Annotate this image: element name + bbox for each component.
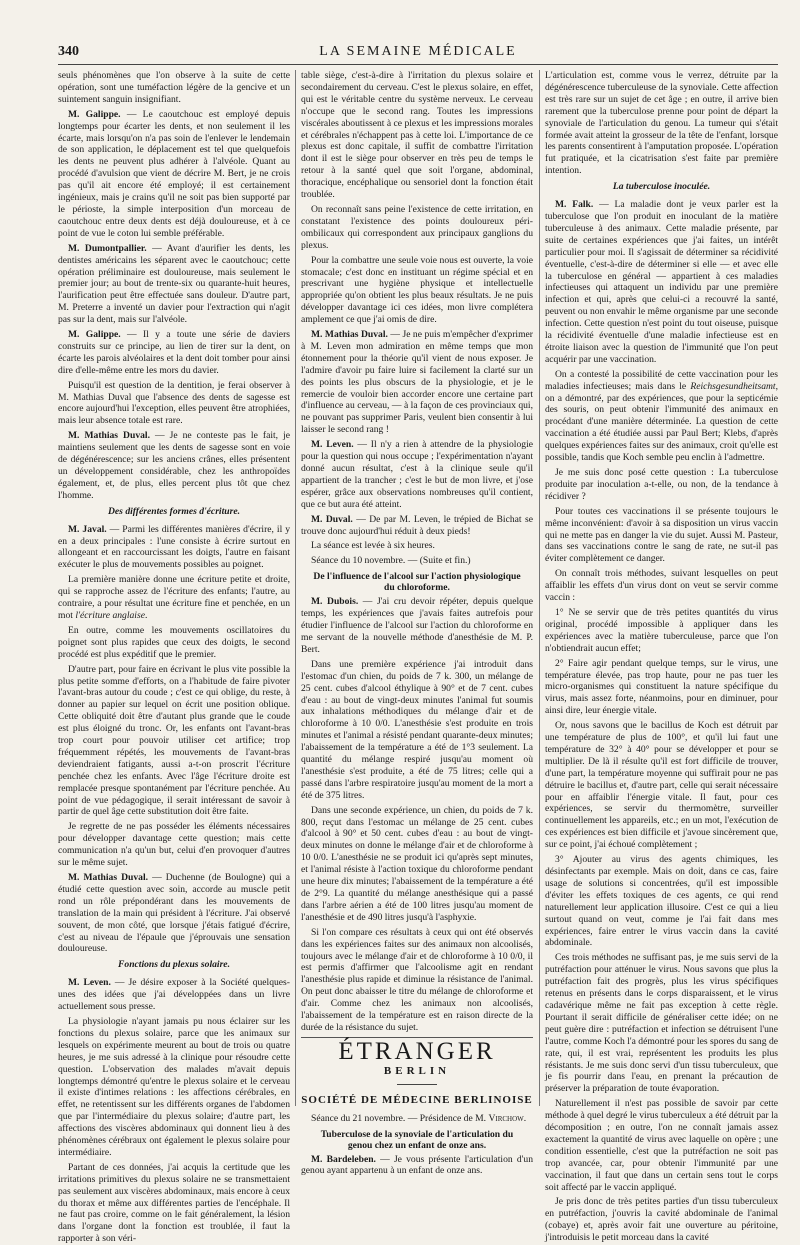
etranger-heading: ÉTRANGER	[301, 1037, 533, 1058]
speaker: M. Bardeleben.	[311, 1153, 376, 1165]
paragraph: Dans une seconde expérience, un chien, du poids de 7 k. 800, reçut dans l'estomac un mélange de 25 cent. cubes d'alcool à 90° et 50 cent. cubes d'eau : au bout de vingt-deux minutes on donne le mélange d'air et de chloroforme à 10 0/0. L'anesthésie ne se produit ici qu'après sept minutes, et l'animal résiste à l'action toxique du chloroforme pendant une heure dix minutes; l'abaissement de la température a été de 2°9. La quantité du mélange anesthésique qui a passé dans l'arbre aérien a été de 100 litres jusqu'au moment de l'anesthésie et de 490 litres jusqu'à l'asphyxie.	[301, 804, 533, 923]
society-heading: SOCIÉTÉ DE MÉDECINE BERLINOISE	[301, 1093, 533, 1106]
paragraph: M. Leven. — Je désire exposer à la Société quelques-unes des idées que j'ai développées dans un livre actuellement sous presse.	[58, 977, 290, 1013]
paragraph: Je regrette de ne pas posséder les éléments nécessaires pour développer davantage cette question; mais cette communication n'a qu'un but, celui d'en provoquer d'autres sur le même sujet.	[58, 821, 290, 869]
paragraph: La première manière donne une écriture petite et droite, qui se rapproche assez de l'écriture des enfants; l'autre, au contraire, a pour résultat une écriture fine et penchée, en un mot l'écriture anglaise.	[58, 574, 290, 621]
emphasis: l'écriture anglaise	[75, 609, 145, 621]
paragraph: 2° Faire agir pendant quelque temps, sur le virus, une température élevée, pas trop haute, pour ne pas tuer les micro-organismes qui constituent la nature spécifique du virus, mais assez forte, néanmoins, pour en diminuer, pour ainsi dire, leur énergie vitale.	[545, 657, 778, 717]
speaker: M. Falk.	[555, 199, 594, 211]
paragraph: M. Leven. — Il n'y a rien à attendre de la physiologie pour la question qui nous occupe ; l'expérimentation n'ayant donné aucun résultat, c'est à la clinique seule qu'il appartient de la trancher ; c'est le but de mon livre, et j'ose espérer, grâce aux observations nombreuses qu'il contient, que ce but aura été atteint.	[301, 439, 533, 510]
president-name: Virchow	[488, 1112, 524, 1124]
page-number: 340	[58, 44, 79, 59]
speaker: M. Mathias Duval.	[68, 430, 150, 442]
paragraph: 3° Ajouter au virus des agents chimiques, les désinfectants par exemple. Mais on doit, dans ce cas, faire usage de solutions si concentrées, qu'il est impossible d'éviter les effets toxiques de ces agents, ce qui rend naturellement leur application illusoire. C'est ce qui a lieu surtout quand on veut, comme je l'ai fait dans mes expériences, faire entrer le virus vaccin dans la cavité abdominale.	[545, 854, 778, 949]
column-left	[58, 70, 291, 1245]
paragraph: Je pris donc de très petites parties d'un tissu tuberculeux en putréfaction, j'ouvris la cavité abdominale de l'animal (cobaye) et, après avoir fait une ouverture au péritoine, j'introduisis le petit morceau dans la cavité	[545, 1196, 778, 1244]
paragraph: D'autre part, pour faire en écrivant le plus vite possible la plus petite somme d'efforts, on a l'habitude de faire pivoter l'avant-bras autour du coude ; c'est ce qui oblige, du reste, à donner au papier sur lequel on écrit une position oblique. Cette obliquité doit être d'autant plus grande que le coude est plus éloigné du tronc. Or, les enfants ont l'avant-bras trop court pour pouvoir utiliser cet artifice; trop fréquemment répétés, les mouvements de l'avant-bras deviendraient fatigants, aussi a-t-on proscrit l'écriture penchée chez les enfants. Avec l'âge l'écriture droite est remplacée presque spontanément par l'écriture penchée. Au point de vue pédagogique, il serait intéressant de savoir à partir de quel âge cette substitution doit être faite.	[58, 663, 290, 818]
paragraph: M. Mathias Duval. — Je ne conteste pas le fait, je maintiens seulement que les dents de sagesse sont en voie de dégénérescence; sur les anciens crânes, elles présentent un développement considérable, chez les anthropoïdes également, et, de plus, elles percent plus tôt que chez l'homme.	[58, 430, 290, 501]
paragraph: Puisqu'il est question de la dentition, je ferai observer à M. Mathias Duval que l'absence des dents de sagesse est encore aujourd'hui l'exception, elles peuvent être atrophiées, mais leur absence totale est rare.	[58, 379, 290, 427]
paragraph: M. Dubois. — J'ai cru devoir répéter, depuis quelque temps, les expériences que j'avais faites autrefois pour étudier l'influence de l'alcool sur l'action du chloroforme en me servant de la nouvelle méthode d'anesthésie de M. P. Bert.	[301, 596, 534, 655]
paragraph: table siège, c'est-à-dire à l'irritation du plexus solaire et secondairement du cerveau. C'est le plexus solaire, en effet, qui est le véritable centre du système nerveux. Le cerveau n'occupe que le second rang. Toutes les impressions viscérales aboutissent à ce plexus et les impressions morales et cérébrales n'échappent pas à cette loi. L'importance de ce plexus est donc capitale, il suffit de combattre l'irritation dont il est le siège pour observer en très peu de temps le retour à la santé quel que soit l'organe, abdominal, thoracique, encéphalique ou sensoriel dont la fonction était troublée.	[301, 70, 533, 201]
city-heading: BERLIN	[383, 1064, 451, 1077]
speaker: M. Mathias Duval.	[68, 872, 149, 883]
journal-title: LA SEMAINE MÉDICALE	[319, 44, 517, 59]
running-header	[58, 42, 778, 65]
paragraph: M. Mathias Duval. — Je ne puis m'empêcher d'exprimer à M. Leven mon admiration en même temps que mon étonnement pour la théorie qu'il vient de nous exposer. Je l'admire d'avoir pu faire luire si facilement la clarté sur un des points les plus obscurs de la physiologie, et je le remercie de vouloir bien accorder encore une certaine part d'influence au cerveau, — à la façon de ces provinciaux qui, ne pouvant pas supprimer Paris, veulent bien consentir à lui laisser le second rang !	[301, 329, 534, 436]
section-title: De l'influence de l'alcool sur l'action physiologique du chloroforme.	[313, 571, 521, 594]
column-right	[545, 70, 778, 1244]
speaker: M. Galippe.	[68, 329, 121, 341]
paragraph: La séance est levée à six heures.	[311, 540, 435, 552]
paragraph: M. Javal. — Parmi les différentes manières d'écrire, il y en a deux principales : l'une consiste à écrire surtout en allongeant et en raccourcissant les doigts, l'autre en faisant exécuter le plus de mouvements possibles au poignet.	[58, 523, 291, 571]
paragraph: Je me suis donc posé cette question : La tuberculose produite par inoculation a-t-elle, ou non, de la tendance à récidiver ?	[545, 467, 778, 502]
paragraph: Or, nous savons que le bacillus de Koch est détruit par une température de plus de 100°, et qu'il lui faut une température de 32° à 40° pour se développer et pour se multiplier. De là il résulte qu'il est fort difficile de trouver, d'une part, la température moyenne qui suffirait pour ne pas détruire le bacillus et, d'autre part, celle qui serait nécessaire pour en affaiblir l'énergie vitale. Il faut, pour ces expériences, se servir du thermomètre, surveiller continuellement les appareils, etc.; en un mot, l'exécution de ces expériences est bien difficile et j'avoue sincèrement que, sur ce point, j'ai échoué complètement ;	[545, 720, 778, 851]
paragraph: Naturellement il n'est pas possible de savoir par cette méthode à quel degré le virus tuberculeux a été détruit par la décomposition ; en outre, l'on ne connaît jamais assez exactement la quantité de virus avec laquelle on opère ; une condition essentielle, c'est que la putréfaction ne soit pas trop avancée, car, pour obtenir l'immunité par une vaccination, il faut que dans un certain sens tout le corps soit affecté par le vaccin appliqué.	[545, 1098, 778, 1193]
paragraph: Pour la combattre une seule voie nous est ouverte, la voie stomacale; c'est donc en instituant un régime spécial et en prescrivant une hygiène physique et intellectuelle appropriée qu'on obtient les plus beaux résultats. Je ne puis développer davantage ici ces idées, mon livre complétera amplement ce que j'ai omis de dire.	[301, 254, 533, 326]
speaker: M. Dumontpallier.	[68, 242, 147, 254]
speaker: M. Dubois.	[311, 596, 359, 608]
speaker: M. Javal.	[68, 523, 107, 535]
paragraph: Dans une première expérience j'ai introduit dans l'estomac d'un chien, du poids de 7 k. 300, un mélange de 25 cent. cubes d'alcool éthylique à 90° et de 7 cent. cubes d'eau : au bout de vingt-deux minutes l'animal fut soumis aux inhalations méthodiques du mélange d'air et de chloroforme à 10 0/0. L'anesthésie s'est produite en trois minutes et l'animal a résisté pendant quarante-deux minutes; l'abaissement de la température a été de 1°3 seulement. La quantité du mélange respiré jusqu'au moment où l'anesthésie s'est produite, a été de 75 litres; celle qui a passé dans l'arbre respiratoire jusqu'au moment de la mort a été de 375 litres.	[301, 658, 533, 801]
paragraph: M. Dumontpallier. — Avant d'aurifier les dents, les dentistes américains les séparent avec le caoutchouc; cette opération préliminaire est douloureuse, mais seulement le premier jour; au bout de trente-six ou quarante-huit heures, l'aurification peut être effectuée sans douleur. D'autre part, M. Preterre a inventé un davier pour l'extraction qui n'agit pas sur la dent, mais sur l'alvéole.	[58, 242, 290, 326]
section-title: Fonctions du plexus solaire.	[118, 959, 230, 971]
paragraph: seuls phénomènes que l'on observe à la suite de cette opération, sont une tuméfaction légère de la gencive et un suintement sanguin insignifiant.	[58, 70, 290, 105]
speaker: M. Leven.	[311, 439, 354, 451]
column-divider	[539, 70, 540, 1106]
session-note: Séance du 10 novembre. — (Suite et fin.)	[311, 555, 471, 567]
paragraph: Ces trois méthodes ne suffisant pas, je me suis servi de la putréfaction pour atténuer le virus. Nous savons que plus la putréfaction fait des progrès, plus les virus spécifiques retenus en présents dans le corps disparaissent, et le virus cadavérique même ne fait pas exception à cette règle. Pourtant il serait difficile de généraliser cette idée; on ne peut guère dire : putréfaction et infection se détruisent l'une l'autre, comme Koch l'a démontré pour les spores du sang de rate, qui, il est vrai, représentent les produits les plus résistants. Je me suis donc servi d'un tissu tuberculeux, que je fis pourrir dans l'eau, en prenant la précaution de préserver la préparation de toute évaporation.	[545, 952, 778, 1095]
paragraph: 1° Ne se servir que de très petites quantités du virus original, procédé impossible à appliquer dans les expériences avec la matière tuberculeuse, parce que l'on n'obtiendrait aucun effet;	[545, 606, 778, 654]
emphasis: Reichsgesundheitsamt	[690, 380, 776, 392]
paragraph: M. Mathias Duval. — Duchenne (de Boulogne) qui a étudié cette question avec soin, accorde au muscle petit rond un rôle prépondérant dans les mouvements de translation de la main qui président à l'écriture. J'ai observé souvent, de mon côté, que lorsque j'étais fatigué d'écrire, c'est au niveau de l'épaule que j'éprouvais une sensation douloureuse.	[58, 872, 291, 955]
section-title: Des différentes formes d'écriture.	[108, 505, 240, 517]
paragraph: On connaît trois méthodes, suivant lesquelles on peut affaiblir les effets d'un virus dont on veut se servir comme vaccin :	[545, 568, 778, 604]
paragraph: M. Falk. — La maladie dont je veux parler est la tuberculose que l'on produit en inoculant de la matière tuberculeuse à des animaux. Cette maladie présente, par suite de certaines expériences que j'ai faites, un intérêt particulier pour moi. Il s'agissait de déterminer sa récidivité éventuelle, c'est-à-dire de déterminer si elle — et avec elle la tuberculose en général — appartient à ces maladies infectieuses qui attaquent un individu par une première infection et qui, après que celui-ci a recouvré la santé, peuvent ou non envahir le même organisme par une seconde infection. Cette question n'est point du tout oiseuse, puisque la récidivité éventuelle d'une maladie infectieuse est en étroite liaison avec la question de l'immunité que l'on peut acquérir par une vaccination.	[545, 199, 778, 365]
session-note: Séance du 21 novembre. — Présidence de M. Virchow.	[311, 1112, 527, 1124]
column-divider	[295, 70, 296, 1106]
paragraph: Si l'on compare ces résultats à ceux qui ont été observés dans les expériences faites sur des animaux non alcoolisés, toujours avec le mélange d'air et de chloroforme à 10 0/0, il est permis d'affirmer que l'alcoolisme agit en rendant l'anesthésie plus rapide et diminue la résistance de l'animal. On peut donc abaisser le titre du mélange de chloroforme et d'air. Comme chez les animaux non alcoolisés, l'abaissement de la température est en raison directe de la durée de la résistance du sujet.	[301, 926, 533, 1033]
section-title: Tuberculose de la synoviale de l'articulation du genou chez un enfant de onze ans.	[320, 1128, 514, 1151]
speaker: M. Mathias Duval.	[311, 329, 388, 341]
paragraph: Pour toutes ces vaccinations il se présente toujours le même inconvénient: d'avoir à sa disposition un virus vaccin qui ne mette pas en danger la vie du sujet. Aussi M. Pasteur, dans ses vaccinations contre le sang de rate, ne sut-il pas éviter complètement ce danger.	[545, 505, 778, 565]
paragraph: Partant de ces données, j'ai acquis la certitude que les irritations primitives du plexus solaire ne se transmettaient pas seulement aux viscères abdominaux, mais encore à ceux du thorax et même aux différentes parties de l'encéphale. Il ne faut pas croire, comme on le fait généralement, la lésion dans l'organe dont la fonction est troublée, il faut la rapporter à son véri-	[58, 1161, 290, 1245]
divider	[397, 1084, 437, 1085]
paragraph: On reconnaît sans peine l'existence de cette irritation, en constatant l'existence des points douloureux péri-ombilicaux qui correspondent aux principaux ganglions du plexus.	[301, 203, 533, 251]
paragraph: On a contesté la possibilité de cette vaccination pour les maladies infectieuses; mais dans le Reichsgesundheitsamt, on a démontré, par des expériences, que pour la septicémie des souris, on peut obtenir l'immunité des animaux en procédant d'une manière déterminée. La question de cette vaccination a été étudiée aussi par Paul Bert; Klebs, d'après quelques expériences faites sur des animaux, croit qu'elle est possible, tandis que Koch semble peu enclin à l'admettre.	[545, 368, 778, 464]
speaker: M. Leven.	[68, 977, 111, 989]
column-middle	[301, 70, 534, 1177]
paragraph: M. Bardeleben. — Je vous présente l'articulation d'un genou ayant appartenu à un enfant de onze ans.	[301, 1153, 533, 1177]
paragraph: L'articulation est, comme vous le verrez, détruite par la dégénérescence tuberculeuse de la synoviale. Cette affection est très rare sur un sujet de cet âge ; en outre, il arrive bien rarement que la tuberculose prenne pour point de départ la synoviale de l'articulation du genou. La tumeur qui s'était formée avait atteint la grosseur de la tête de l'enfant, lorsque les parents consentirent à l'amputation proposée. L'opération fut pratiquée, et la cicatrisation s'est faite par première intention.	[545, 70, 778, 177]
paragraph: M. Duval. — De par M. Leven, le trépied de Bichat se trouve donc aujourd'hui réduit à deux pieds!	[301, 513, 533, 537]
paragraph: M. Galippe. — Le caoutchouc est employé depuis longtemps pour écarter les dents, et non seulement il les écarte, mais lorsqu'on n'a pas soin de l'enlever le lendemain de son application, le déplacement est tel que quelquefois les dents ne peuvent plus adhérer à l'alvéole. Quant au procédé d'avulsion que vient de décrire M. Bert, je ne crois pas qu'il ait encore été employé; il est certainement ingénieux, mais je crains qu'il ne soit pas bien supporté par le périoste, la simple interposition d'un morceau de caoutchouc entre deux dents est déjà douloureuse, et à ce point de vue le coton lui semble préférable.	[58, 108, 290, 239]
paragraph: La physiologie n'ayant jamais pu nous éclairer sur les fonctions du plexus solaire, parce que les animaux sur lesquels on expérimente meurent au bout de trois ou quatre heures, je me suis adressé à la clinique pour résoudre cette question. L'observation des malades m'avait depuis longtemps démontré qu'entre le plexus solaire et le cerveau il existe d'intimes relations : les affections cérébrales, en effet, ne retentissent sur les différents organes de l'abdomen que par l'intermédiaire du plexus solaire; d'autre part, les affections des viscères abdominaux qui donnent lieu à des phénomènes cérébraux ont également le plexus solaire pour intermédiaire.	[58, 1015, 290, 1158]
section-title: La tuberculose inoculée.	[612, 181, 711, 193]
paragraph: M. Galippe. — Il y a toute une série de daviers construits sur ce principe, au lien de tirer sur la dent, on écarte les parois alvéolaires et la dent doit tomber pour ainsi dire d'elle-même entre les mors du davier.	[58, 329, 290, 376]
speaker: M. Galippe.	[68, 108, 121, 120]
speaker: M. Duval.	[311, 513, 353, 525]
paragraph: En outre, comme les mouvements oscillatoires du poignet sont plus rapides que ceux des doigts, le second procédé est plus expéditif que le premier.	[58, 624, 290, 660]
